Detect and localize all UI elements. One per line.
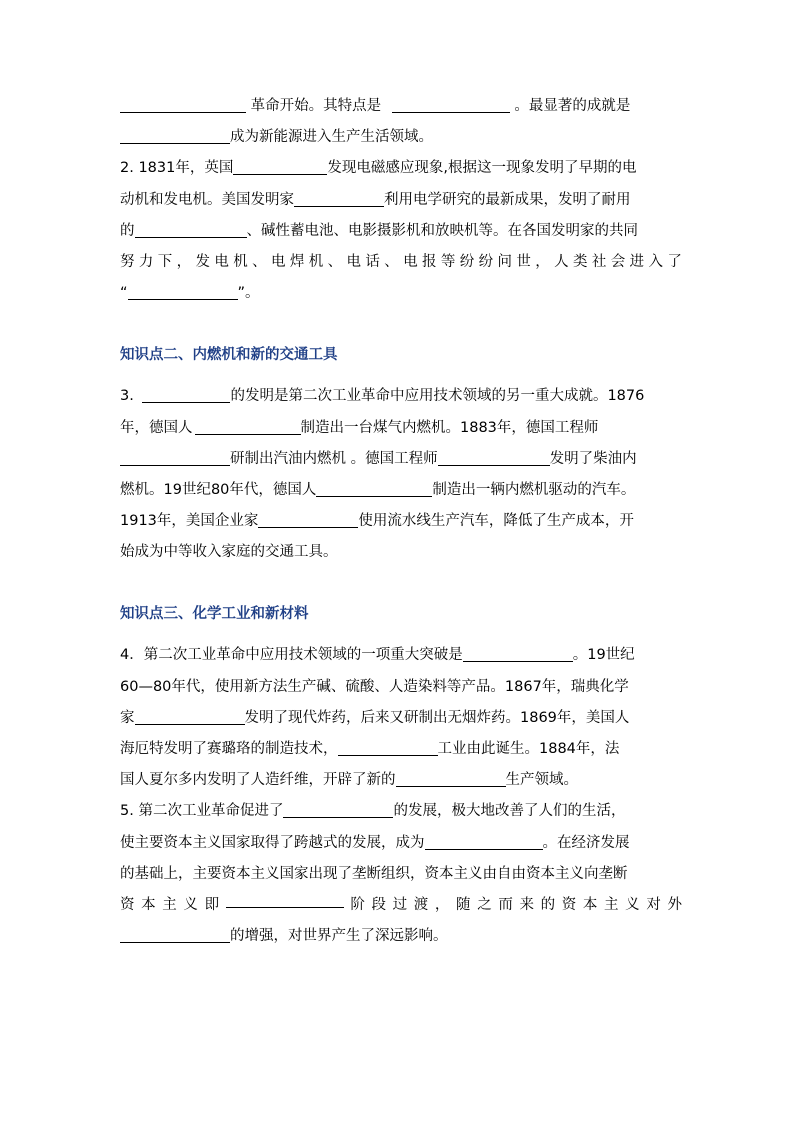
answer-blank[interactable] <box>438 448 550 466</box>
char: 下 <box>157 253 173 270</box>
answer-blank[interactable] <box>233 157 327 175</box>
question-2-line-3 <box>120 216 682 247</box>
char: 而 <box>498 896 513 913</box>
char: 电 <box>346 253 361 270</box>
question-5-line-4 <box>120 890 682 921</box>
question-3-line-4 <box>120 475 682 506</box>
char: 电 <box>214 253 229 270</box>
char: 随 <box>456 896 471 913</box>
char: 义 <box>183 896 198 913</box>
char: 电 <box>403 253 418 270</box>
question-3-line-3 <box>120 444 682 475</box>
text: 利用电学研究的最新成果，发明了耐用 <box>384 191 631 208</box>
text: “ <box>120 285 128 302</box>
char: 力 <box>138 253 154 270</box>
char: ， <box>535 253 550 270</box>
char: 纷 <box>478 253 494 270</box>
text: 动机和发电机。美国发明家 <box>120 191 294 208</box>
text: 的基础上，主要资本主义国家出现了垄断组织，资本主义由自由资本主义向垄断 <box>120 865 628 882</box>
text: 使用流水线生产汽车，降低了生产成本，开 <box>358 513 634 530</box>
question-4-line-1 <box>120 640 682 671</box>
text: 国人夏尔多内发明了人造纤维，开辟了新的 <box>120 772 396 789</box>
question-5-line-2 <box>120 828 682 859</box>
text: 燃机。19世纪80年代，德国人 <box>120 481 317 498</box>
char: 等 <box>440 253 456 270</box>
char: 资 <box>120 896 135 913</box>
answer-blank[interactable] <box>392 95 510 113</box>
char: 本 <box>141 896 156 913</box>
text: 发现电磁感应现象,根据这一现象发明了早期的电 <box>327 160 637 177</box>
char: 电 <box>271 253 286 270</box>
answer-blank[interactable] <box>425 832 543 850</box>
paragraph-1-line-1 <box>120 91 682 122</box>
char: ， <box>434 896 450 913</box>
char: 机 <box>308 253 324 270</box>
text: 。19世纪 <box>572 647 635 664</box>
question-3-line-2 <box>120 413 682 444</box>
answer-blank[interactable] <box>135 707 245 725</box>
text: 发明了柴油内 <box>549 450 637 467</box>
char: 、 <box>252 253 267 270</box>
question-3-line-6 <box>120 537 682 568</box>
char: 话 <box>365 253 380 270</box>
question-5-line-1 <box>120 796 682 827</box>
section-heading-3: 知识点三、化学工业和新材料 <box>120 606 309 623</box>
answer-blank[interactable] <box>294 189 384 207</box>
text: 家 <box>120 709 135 726</box>
text: 工业由此诞生。1884年，法 <box>437 741 620 757</box>
text: 始成为中等收入家庭的交通工具。 <box>120 544 338 561</box>
text: 2. 1831年，英国 <box>120 160 234 177</box>
text: ”。 <box>237 285 260 302</box>
text: 的发展，极大地改善了人们的生活， <box>393 803 626 820</box>
char: 报 <box>422 253 437 270</box>
answer-blank[interactable] <box>258 510 358 528</box>
answer-blank[interactable] <box>120 126 230 144</box>
question-2-line-2 <box>120 185 682 216</box>
question-5-line-3 <box>120 859 682 890</box>
text: 生产领域。 <box>505 772 578 789</box>
text: 的 <box>120 222 135 239</box>
text: 、碱性蓄电池、电影摄影机和放映机等。在各国发明家的共同 <box>246 222 638 239</box>
question-2-line-4 <box>120 247 682 278</box>
text: 使主要资本主义国家取得了跨越式的发展，成为 <box>120 834 425 851</box>
answer-blank[interactable] <box>142 385 230 403</box>
text: 1913年，美国企业家 <box>120 513 259 530</box>
text: 5. 第二次工业革命促进了 <box>120 803 284 820</box>
text: 。在经济发展 <box>542 834 630 851</box>
question-2-line-1 <box>120 153 682 184</box>
answer-blank[interactable] <box>283 800 393 818</box>
text: 3. <box>120 388 134 405</box>
char: 类 <box>573 253 588 270</box>
char: 会 <box>610 253 626 270</box>
text: 发明了现代炸药，后来又研制出无烟炸药。1869年，美国人 <box>244 709 630 726</box>
text: 60—80年代，使用新方法生产碱、硫酸、人造染料等产品。1867年，瑞典化学 <box>120 678 629 695</box>
text: 成为新能源进入生产生活领域。 <box>230 129 433 146</box>
char: 即 <box>204 896 220 913</box>
question-4-line-4 <box>120 734 682 765</box>
text: 革命开始。其特点是 <box>250 98 382 114</box>
char: ， <box>176 253 192 270</box>
worksheet-page <box>120 91 682 952</box>
char: 之 <box>477 896 492 913</box>
char: 问 <box>497 253 512 270</box>
char: 进 <box>629 253 645 270</box>
text: 制造出一辆内燃机驱动的汽车。 <box>432 481 636 498</box>
text: 的发明是第二次工业革命中应用技术领域的另一重大成就。1876 <box>230 388 645 405</box>
char: 义 <box>625 896 640 913</box>
char: 、 <box>327 253 343 270</box>
text: 研制出汽油内燃机 。德国工程师 <box>230 450 438 467</box>
char: 焊 <box>289 253 305 270</box>
question-4-line-5 <box>120 765 682 796</box>
char: 了 <box>667 253 682 270</box>
question-3-line-5 <box>120 506 682 537</box>
answer-blank[interactable] <box>120 448 230 466</box>
answer-blank[interactable] <box>135 220 247 238</box>
question-4-line-3 <box>120 703 682 734</box>
answer-blank[interactable] <box>226 890 344 908</box>
char: 阶 <box>350 896 365 913</box>
char: 本 <box>582 896 598 913</box>
paragraph-1-line-2 <box>120 122 682 153</box>
char: 人 <box>554 253 569 270</box>
char: 的 <box>540 896 556 913</box>
char: 主 <box>162 896 177 913</box>
char: 段 <box>371 896 386 913</box>
char: 纷 <box>459 253 475 270</box>
section-heading-2: 知识点二、内燃机和新的交通工具 <box>120 347 338 364</box>
answer-blank[interactable] <box>120 925 230 943</box>
answer-blank[interactable] <box>463 644 573 662</box>
char: 主 <box>604 896 619 913</box>
text: 海厄特发明了赛璐珞的制造技术， <box>120 741 338 757</box>
question-2-line-5 <box>120 278 682 309</box>
char: 对 <box>646 896 661 913</box>
char: 过 <box>392 896 408 913</box>
text: 年，德国人 <box>120 419 193 436</box>
answer-blank[interactable] <box>128 282 238 300</box>
char: 、 <box>384 253 399 270</box>
text: 的增强，对世界产生了深远影响。 <box>230 928 448 945</box>
text: 制造出一台煤气内燃机。1883年，德国工程师 <box>300 419 599 436</box>
char: 发 <box>195 253 210 270</box>
char: 外 <box>667 896 682 913</box>
char: 机 <box>233 253 248 270</box>
char: 入 <box>648 253 663 270</box>
char: 社 <box>591 253 607 270</box>
answer-blank[interactable] <box>338 738 438 756</box>
question-3-line-1 <box>120 381 682 412</box>
answer-blank[interactable] <box>120 95 246 113</box>
answer-blank[interactable] <box>316 479 432 497</box>
char: 努 <box>120 253 135 270</box>
answer-blank[interactable] <box>396 769 506 787</box>
char: 资 <box>561 896 577 913</box>
text: 4．第二次工业革命中应用技术领域的一项重大突破是 <box>120 647 463 664</box>
answer-blank[interactable] <box>195 417 301 435</box>
question-5-line-5 <box>120 921 682 952</box>
text: 。最显著的成就是 <box>514 98 631 114</box>
char: 世 <box>516 253 531 270</box>
char: 来 <box>519 896 534 913</box>
char: 渡 <box>413 896 429 913</box>
question-4-line-2 <box>120 672 682 703</box>
